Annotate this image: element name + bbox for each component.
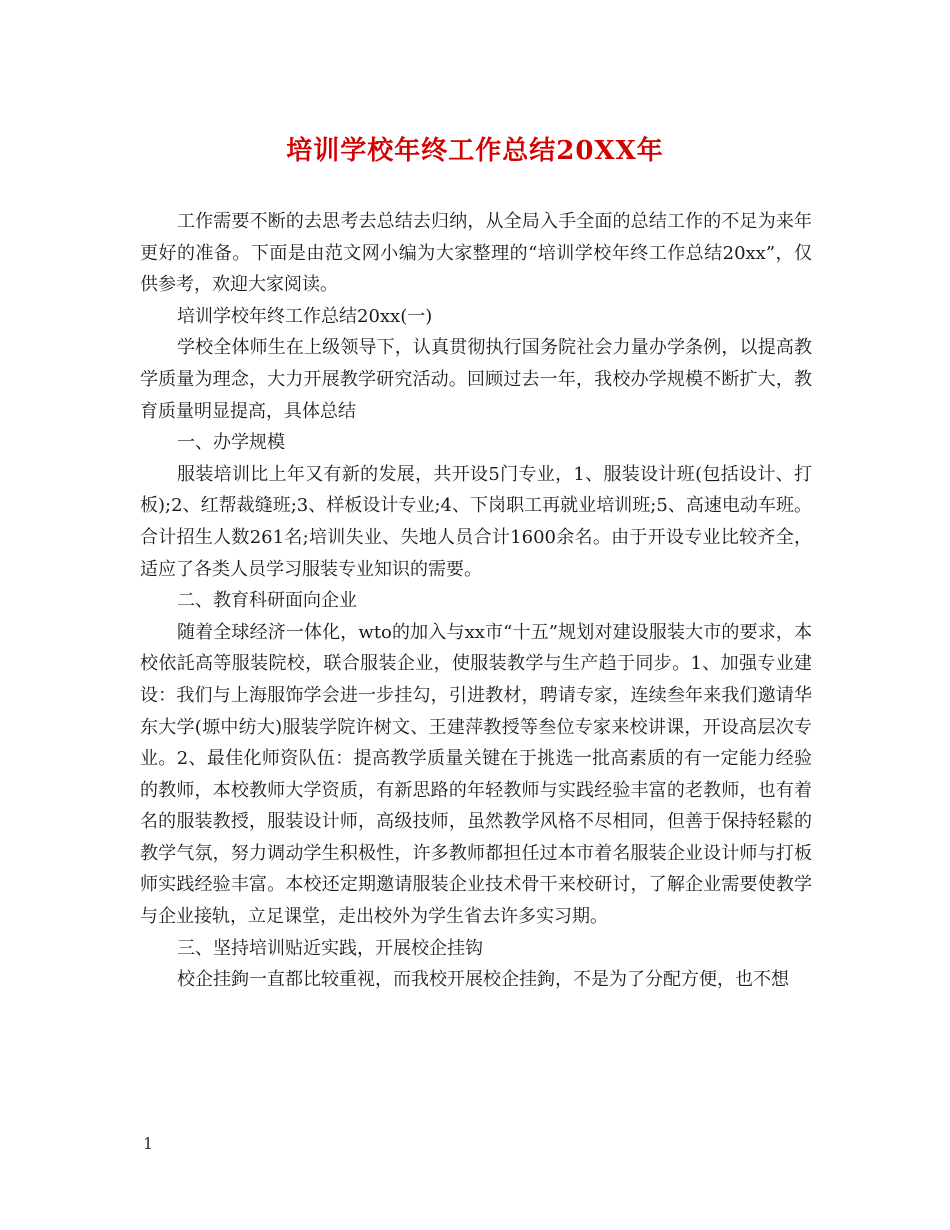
document-body — [140, 206, 812, 996]
heading-education-research: 二、教育科研面向企业 — [177, 590, 357, 612]
document-title: 培训学校年终工作总结20XX年 — [286, 136, 664, 166]
section-heading-part-one: 培训学校年终工作总结20xx(一) — [177, 305, 433, 327]
education-research-paragraph: 随着全球经济一体化，wto的加入与xx市“十五”规划对建设服装大市的要求，本校依託高等服装院校，联合服装企业，使服装教学与生产趋于同步。1、加强专业建设：我们与上海服饰学会进一步挂勾，引进教材，聘请专家，连续叁年来我们邀请华东大学(塬中纺大)服装学院许树文、王建萍教授等叁位专家来校讲课，开设高层次专业。2、最佳化师资队伍：提高教学质量关键在于挑选一批高素质的有一定能力经验的教师，本校教师大学资质，有新思路的年轻教师与实践经验丰富的老教师，也有着名的服装教授，服装设计师，高级技师，虽然教学风格不尽相同，但善于保持轻鬆的教学气氛，努力调动学生积极性，许多教师都担任过本市着名服装企业设计师与打板师实践经验丰富。本校还定期邀请服装企业技术骨干来校研讨，了解企业需要使教学与企业接轨，立足课堂，走出校外为学生省去许多实习期。 — [140, 621, 812, 928]
intro-paragraph: 工作需要不断的去思考去总结去归纳，从全局入手全面的总结工作的不足为来年更好的准备。下面是由范文网小编为大家整理的“培训学校年终工作总结20xx”，仅供参考，欢迎大家阅读。 — [140, 211, 812, 296]
school-scale-paragraph: 服装培训比上年又有新的发展，共开设5门专业，1、服装设计班(包括设计、打板);2、红帮裁缝班;3、样板设计专业;4、下岗职工再就业培训班;5、高速电动车班。合计招生人数261名;培训失业、失地人员合计1600余名。由于开设专业比较齐全，适应了各类人员学习服装专业知识的需要。 — [140, 463, 812, 580]
heading-school-enterprise: 三、坚持培训贴近实践，开展校企挂钩 — [177, 937, 483, 959]
heading-school-scale: 一、办学规模 — [177, 432, 285, 454]
page-number: 1 — [143, 1134, 154, 1153]
school-enterprise-paragraph: 校企挂鉤一直都比较重视，而我校开展校企挂鉤，不是为了分配方便，也不想 — [177, 969, 789, 991]
overview-paragraph: 学校全体师生在上级领导下，认真贯彻执行国务院社会力量办学条例，以提高教学质量为理念，大力开展教学研究活动。回顾过去一年，我校办学规模不断扩大，教育质量明显提高，具体总结 — [140, 337, 812, 422]
